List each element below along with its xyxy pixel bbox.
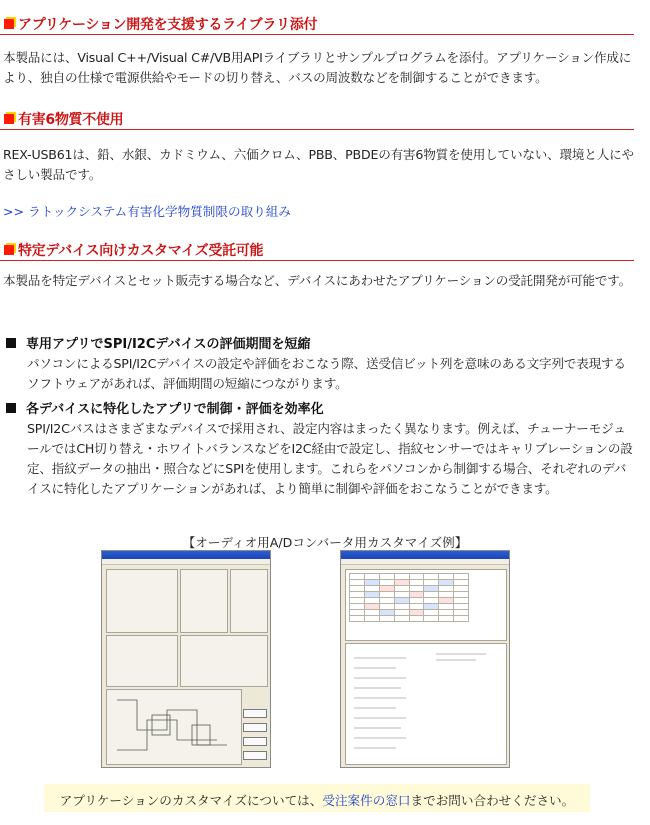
bullet-heading: 専用アプリでSPI/I2Cデバイスの評価期間を短縮 [6,333,310,352]
section-body-rohs: REX-USB61は、鉛、水銀、カドミウム、六価クロム、PBB、PBDEの有害6物質を使用していない、環境と人にやさしい製品です。 [3,147,634,182]
heading-marker-icon [4,114,14,124]
contact-text: アプリケーションのカスタマイズについては、受注案件の窓口までお問い合わせください。 [59,793,575,808]
bullet-square-icon [6,338,16,348]
bullet-square-icon [6,403,16,413]
section-title: 特定デバイス向けカスタマイズ受託可能 [18,243,264,259]
heading-marker-icon [4,245,14,255]
section-title: アプリケーション開発を支援するライブラリ添付 [18,17,318,33]
bullet-text: パソコンによるSPI/I2Cデバイスの設定や評価をおこなう際、送受信ビット列を意味のある文字列で表現するソフトウェアがあれば、評価期間の短縮につながります。 [27,356,626,391]
heading-marker-icon [4,19,14,29]
contact-note [44,784,590,812]
section-heading-rohs [0,103,634,130]
rohs-policy-link[interactable]: >> ラトックシステム有害化学物質制限の取り組み [3,204,291,219]
section-heading-customize [0,234,634,261]
figure-caption: 【オーディオ用A/Dコンバータ用カスタマイズ例】 [182,535,468,550]
section-body-customize: 本製品を特定デバイスとセット販売する場合など、デバイスにあわせたアプリケーションの受託開発が可能です。 [3,273,632,288]
order-contact-link[interactable]: 受注案件の窓口 [322,793,411,808]
app-screenshot-right [340,550,510,768]
app-screenshot-left [101,550,271,768]
section-body-library: 本製品には、Visual C++/Visual C#/VB用APIライブラリとサンプルプログラムを添付。アプリケーション作成により、独自の仕様で電源供給やモードの切り替え、バスの周波数などを制御することができます。 [3,50,632,85]
section-heading-library [0,8,634,35]
bullet-text: SPI/I2Cバスはさまざまなデバイスで採用され、設定内容はまったく異なります。例えば、チューナーモジュールではCH切り替え・ホワイトバランスなどをI2C経由で設定し、指紋センサーではキャリブレーションの設定、指紋データの抽出・照合などにSPIを使用します。これらをパソコンから制御する場合、それぞれのデバイスに特化したアプリケーションがあれば、より簡単に制御や評価をおこなうことができます。 [27,421,633,496]
section-title: 有害6物質不使用 [18,112,124,128]
bullet-heading: 各デバイスに特化したアプリで制御・評価を効率化 [6,398,324,417]
